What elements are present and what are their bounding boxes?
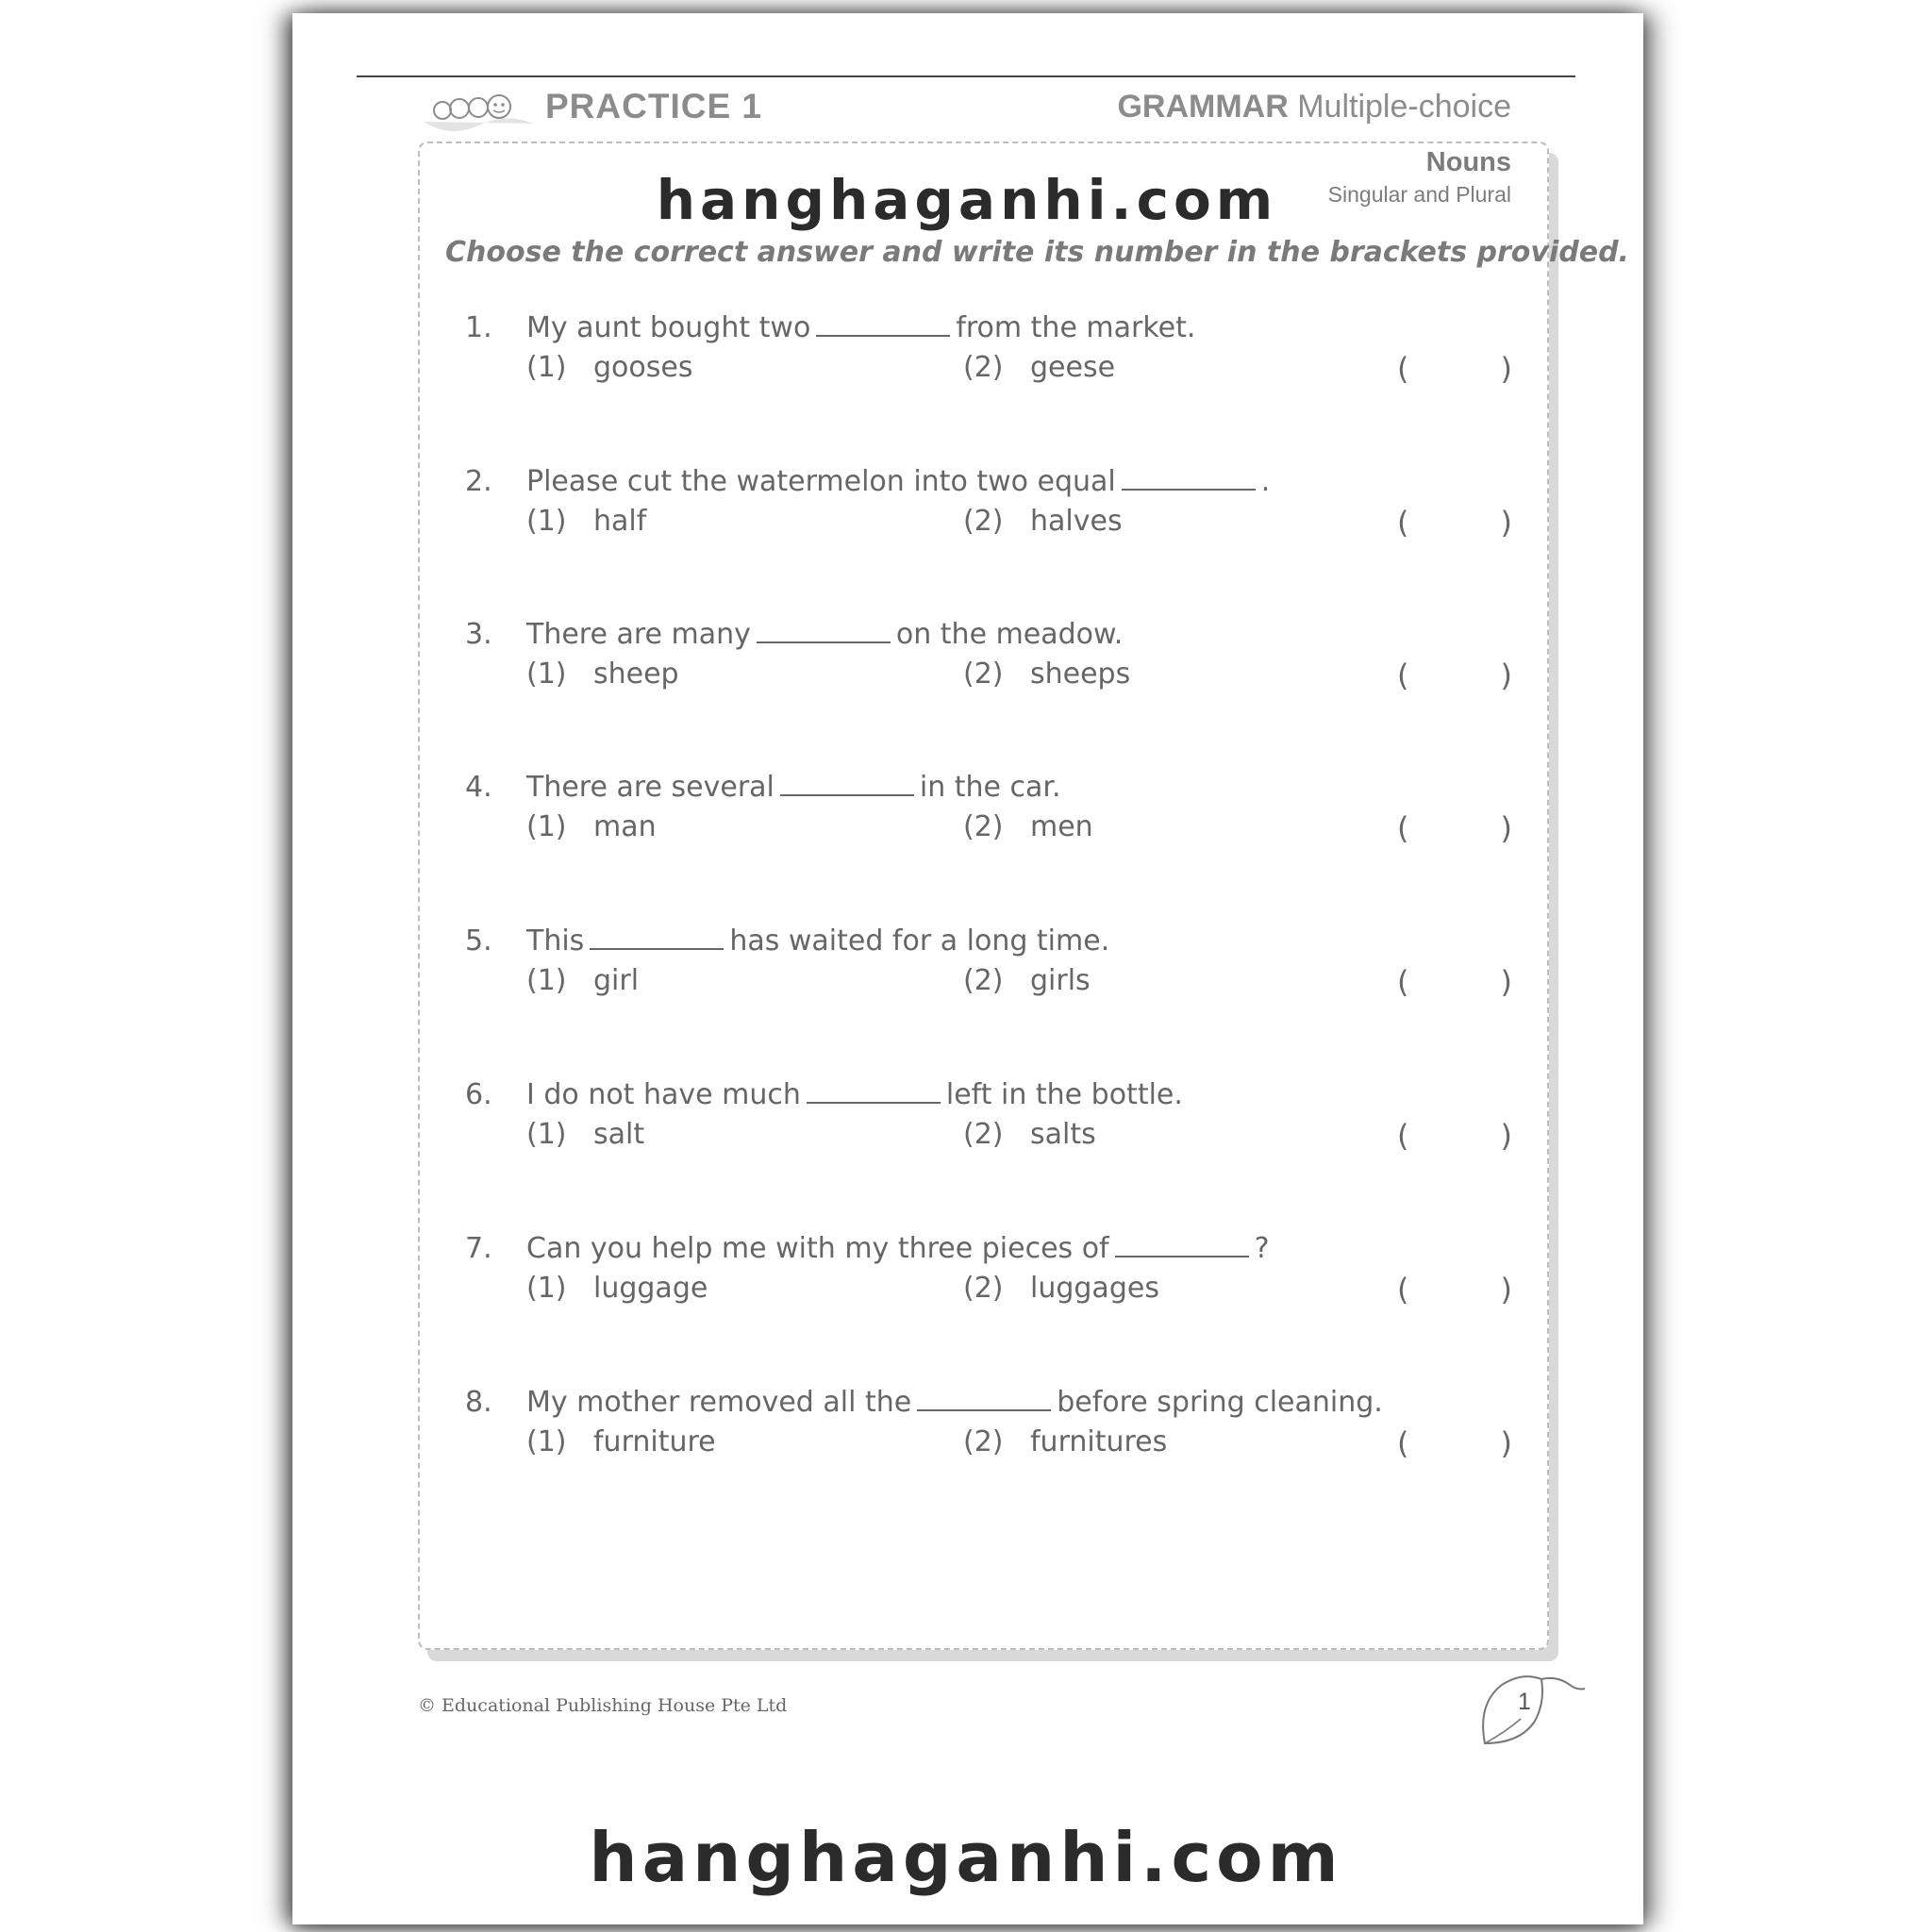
question-text [526,1386,1383,1419]
question-item [465,1386,1541,1463]
question-number: 4. [465,771,492,804]
option-1-number: (1) [526,1425,567,1458]
topic-subtitle: Singular and Plural [1327,182,1511,207]
question-number: 3. [465,618,492,651]
watermark-top: hanghaganhi.com [656,168,1278,232]
open-bracket: ( [1397,658,1409,693]
answer-blank [1122,468,1256,491]
question-text [526,1078,1183,1111]
question-text [526,618,1123,651]
option-1-number: (1) [526,351,567,384]
option-2-number: (2) [963,505,1004,538]
question-line [465,465,1541,505]
close-bracket: ) [1500,810,1512,846]
section-title [1117,89,1511,125]
open-bracket: ( [1397,505,1409,541]
option-2-number: (2) [963,351,1004,384]
question-text-before: Please cut the watermelon into two equal [526,465,1116,498]
option-2-number: (2) [963,810,1004,843]
options-line [465,505,1541,542]
options-line [465,964,1541,1002]
close-bracket: ) [1500,1272,1512,1307]
caterpillar-logo [422,92,535,133]
answer-brackets[interactable] [1397,351,1512,387]
option-1-number: (1) [526,1118,567,1151]
question-number: 1. [465,311,492,344]
question-text-after: on the meadow. [895,618,1124,651]
options-line [465,1425,1541,1463]
option-2-text: halves [1030,505,1123,538]
option-1-text: sheep [593,658,679,691]
leaf-icon [1477,1666,1591,1751]
question-text-after: . [1260,465,1271,498]
options-line [465,658,1541,695]
option-1-text: salt [593,1118,645,1151]
question-text-after: left in the bottle. [945,1078,1183,1111]
question-text-after: from the market. [956,311,1196,344]
answer-brackets[interactable] [1397,964,1512,1000]
options-line [465,1118,1541,1156]
question-item [465,311,1541,389]
question-text-before: There are several [526,771,774,804]
question-line [465,1386,1541,1425]
instruction-text: Choose the correct answer and write its number in the brackets provided. [445,236,1629,269]
open-bracket: ( [1397,964,1409,1000]
option-2-number: (2) [963,1272,1004,1305]
open-bracket: ( [1397,1118,1409,1154]
question-number: 8. [465,1386,492,1419]
question-text [526,1232,1270,1265]
question-text-after: in the car. [919,771,1061,804]
question-number: 6. [465,1078,492,1111]
option-2-text: luggages [1030,1272,1159,1305]
option-2-text: geese [1030,351,1116,384]
answer-brackets[interactable] [1397,1118,1512,1154]
question-number: 5. [465,924,492,958]
question-line [465,924,1541,964]
practice-title: PRACTICE 1 [545,87,762,125]
option-1-number: (1) [526,810,567,843]
question-item [465,771,1541,848]
question-text-before: My aunt bought two [526,311,811,344]
answer-brackets[interactable] [1397,1272,1512,1307]
question-item [465,1232,1541,1309]
watermark-bottom: hanghaganhi.com [589,1818,1343,1897]
question-text-before: This [526,924,585,958]
page-number: 1 [1518,1689,1531,1715]
options-line [465,351,1541,389]
option-2-number: (2) [963,658,1004,691]
question-number: 2. [465,465,492,498]
option-1-text: furniture [593,1425,716,1458]
question-text-before: I do not have much [526,1078,801,1111]
question-line [465,1078,1541,1118]
question-text-after: before spring cleaning. [1057,1386,1383,1419]
options-line [465,1272,1541,1309]
topic-title: Nouns [1425,147,1511,177]
option-2-text: sheeps [1030,658,1131,691]
question-text [526,924,1109,958]
option-1-number: (1) [526,1272,567,1305]
close-bracket: ) [1500,964,1512,1000]
option-1-number: (1) [526,658,567,691]
option-2-text: men [1030,810,1093,843]
option-2-text: girls [1030,964,1091,997]
question-text [526,771,1061,804]
option-1-text: girl [593,964,640,997]
answer-blank [917,1389,1051,1411]
open-bracket: ( [1397,1272,1409,1307]
question-line [465,311,1541,351]
answer-blank [590,927,724,950]
question-text-before: My mother removed all the [526,1386,912,1419]
answer-brackets[interactable] [1397,505,1512,541]
open-bracket: ( [1397,351,1409,387]
question-item [465,924,1541,1002]
question-text-after: ? [1254,1232,1270,1265]
option-1-text: half [593,505,647,538]
copyright-text: © Educational Publishing House Pte Ltd [418,1695,788,1716]
answer-blank [757,621,891,643]
open-bracket: ( [1397,1425,1409,1461]
close-bracket: ) [1500,1118,1512,1154]
question-line [465,618,1541,658]
option-1-number: (1) [526,964,567,997]
answer-blank [816,314,950,337]
options-line [465,810,1541,848]
open-bracket: ( [1397,810,1409,846]
question-text [526,311,1195,344]
option-1-text: luggage [593,1272,708,1305]
grammar-label: GRAMMAR [1117,89,1289,125]
option-2-text: salts [1030,1118,1096,1151]
question-number: 7. [465,1232,492,1265]
question-item [465,618,1541,695]
option-2-text: furnitures [1030,1425,1168,1458]
option-2-number: (2) [963,964,1004,997]
question-text [526,465,1270,498]
option-2-number: (2) [963,1425,1004,1458]
question-line [465,1232,1541,1272]
section-type: Multiple-choice [1288,89,1511,125]
close-bracket: ) [1500,505,1512,541]
top-rule [357,75,1575,77]
answer-blank [780,774,914,796]
question-line [465,771,1541,810]
question-item [465,1078,1541,1156]
close-bracket: ) [1500,351,1512,387]
question-item [465,465,1541,542]
answer-blank [1115,1235,1249,1257]
answer-blank [807,1081,941,1104]
answer-brackets[interactable] [1397,1425,1512,1461]
option-2-number: (2) [963,1118,1004,1151]
question-text-after: has waited for a long time. [729,924,1110,958]
close-bracket: ) [1500,658,1512,693]
question-text-before: There are many [526,618,751,651]
option-1-text: man [593,810,657,843]
option-1-text: gooses [593,351,693,384]
close-bracket: ) [1500,1425,1512,1461]
question-text-before: Can you help me with my three pieces of [526,1232,1109,1265]
option-1-number: (1) [526,505,567,538]
answer-brackets[interactable] [1397,810,1512,846]
answer-brackets[interactable] [1397,658,1512,693]
